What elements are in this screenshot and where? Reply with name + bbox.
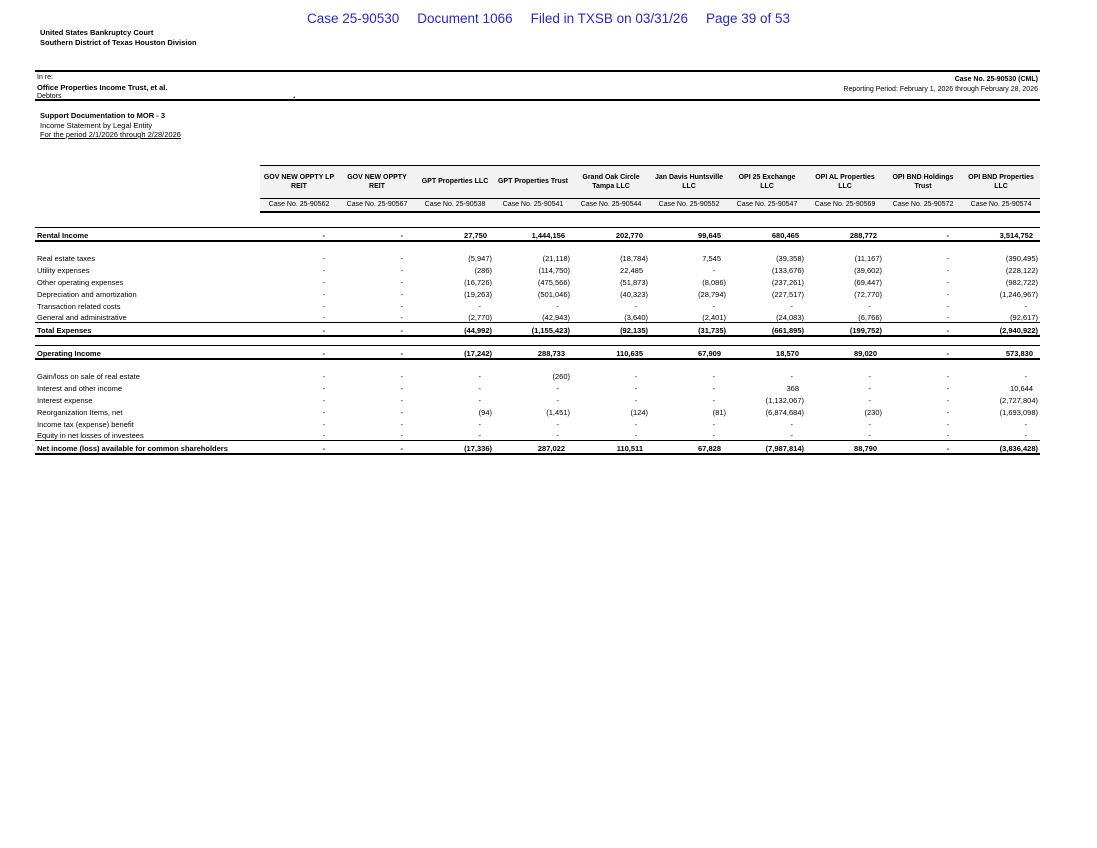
in-re-label: In re: [37, 74, 53, 81]
entity-header: Jan Davis Huntsville LLC [650, 166, 728, 199]
value-cell: (133,676) [771, 265, 804, 275]
pacer-document-number: Document 1066 [417, 11, 513, 26]
row-label: Income tax (expense) benefit [37, 419, 134, 429]
value-cell: - [946, 265, 949, 275]
value-cell: - [478, 301, 481, 311]
value-cell: (1,693,098) [999, 407, 1038, 417]
spacer-cell [35, 241, 1040, 251]
value-cell: - [400, 253, 403, 263]
value-cell: - [790, 301, 793, 311]
value-cell: - [322, 407, 325, 417]
value-cell: - [946, 407, 949, 417]
value-cell: - [322, 277, 325, 287]
case-number-header: Case No. 25-90538 [416, 199, 494, 212]
value-cell: (661,895) [728, 323, 806, 336]
value-cell: - [790, 419, 793, 429]
value-cell: - [634, 371, 637, 381]
case-number-header: Case No. 25-90541 [494, 199, 572, 212]
value-cell: - [478, 395, 481, 405]
value-cell: - [868, 419, 871, 429]
entity-header: OPI AL Properties LLC [806, 166, 884, 199]
value-cell: - [634, 383, 637, 393]
value-cell: (2,727,804) [999, 395, 1038, 405]
value-cell: - [400, 265, 403, 275]
value-cell: (2,770) [468, 313, 492, 322]
value-cell: (3,836,428) [962, 441, 1040, 454]
value-cell: - [946, 301, 949, 311]
value-cell: - [868, 395, 871, 405]
value-cell: (92,135) [572, 323, 650, 336]
value-cell: 18,570 [728, 346, 806, 359]
value-cell: - [260, 323, 338, 336]
value-cell: - [322, 301, 325, 311]
case-number-header: Case No. 25-90544 [572, 199, 650, 212]
entity-header: OPI BND Properties LLC [962, 166, 1040, 199]
value-cell: (199,752) [806, 323, 884, 336]
value-cell: - [400, 431, 403, 440]
pacer-filed-date: Filed in TXSB on 03/31/26 [530, 11, 688, 26]
value-cell: (390,495) [1005, 253, 1038, 263]
table-row [35, 346, 1040, 359]
value-cell: - [400, 395, 403, 405]
case-number-header: Case No. 25-90569 [806, 199, 884, 212]
row-label: Operating Income [35, 346, 260, 359]
case-number-header: Case No. 25-90572 [884, 199, 962, 212]
value-cell: - [478, 371, 481, 381]
row-label: Depreciation and amortization [37, 289, 137, 299]
value-cell: - [556, 419, 559, 429]
value-cell: - [946, 371, 949, 381]
value-cell: - [478, 431, 481, 440]
value-cell: - [556, 383, 559, 393]
value-cell: 110,511 [572, 441, 650, 454]
value-cell: (18,784) [620, 253, 648, 263]
value-cell: - [946, 431, 949, 440]
value-cell: (228,122) [1005, 265, 1038, 275]
value-cell: 3,514,752 [962, 228, 1040, 241]
table-row [35, 323, 1040, 336]
table-row [35, 429, 1040, 441]
value-cell: - [1024, 301, 1027, 311]
value-cell: - [322, 383, 325, 393]
entity-header: OPI 25 Exchange LLC [728, 166, 806, 199]
support-doc-title: Support Documentation to MOR - 3 [40, 111, 165, 120]
value-cell: - [884, 346, 962, 359]
value-cell: (982,722) [1005, 277, 1038, 287]
value-cell: - [400, 371, 403, 381]
value-cell: (92,617) [1010, 313, 1038, 322]
value-cell: - [322, 419, 325, 429]
case-caption-left [37, 73, 167, 102]
value-cell: - [338, 323, 416, 336]
table-row [35, 393, 1040, 405]
court-name: United States Bankruptcy Court [40, 28, 154, 37]
table-row [35, 287, 1040, 299]
value-cell: (8,086) [702, 277, 726, 287]
row-label: General and administrative [37, 313, 127, 322]
value-cell: (3,640) [624, 313, 648, 322]
table-container [35, 165, 1040, 455]
value-cell: 680,465 [728, 228, 806, 241]
table-row [35, 381, 1040, 393]
value-cell: - [790, 371, 793, 381]
entity-header: GPT Properties LLC [416, 166, 494, 199]
value-cell: - [400, 277, 403, 287]
value-cell: - [712, 301, 715, 311]
table-row [35, 405, 1040, 417]
value-cell: (501,046) [537, 289, 570, 299]
value-cell: (51,873) [620, 277, 648, 287]
value-cell: (11,167) [854, 253, 882, 263]
value-cell: 110,635 [572, 346, 650, 359]
value-cell: (94) [478, 407, 492, 417]
spacer-row [35, 336, 1040, 346]
value-cell: - [478, 419, 481, 429]
value-cell: - [338, 228, 416, 241]
value-cell: (28,794) [698, 289, 726, 299]
value-cell: (69,447) [854, 277, 882, 287]
pacer-case-number: Case 25-90530 [306, 11, 400, 26]
row-label: Utility expenses [37, 265, 90, 275]
value-cell: - [884, 323, 962, 336]
period-line: For the period 2/1/2026 through 2/28/2026 [40, 130, 181, 139]
value-cell: 67,909 [650, 346, 728, 359]
table-row [35, 417, 1040, 429]
value-cell: - [322, 289, 325, 299]
value-cell: - [946, 395, 949, 405]
value-cell: - [400, 419, 403, 429]
pacer-filing-stamp [0, 11, 1097, 26]
value-cell: (39,602) [854, 265, 882, 275]
table-row [35, 263, 1040, 275]
value-cell: (72,770) [854, 289, 882, 299]
value-cell: - [712, 265, 715, 275]
case-number: Case No. 25-90530 (CML) [954, 76, 1038, 83]
value-cell: - [884, 228, 962, 241]
value-cell: (114,750) [538, 265, 570, 275]
value-cell: (42,943) [542, 313, 570, 322]
value-cell: - [634, 395, 637, 405]
value-cell: - [1024, 431, 1027, 440]
value-cell: (124) [630, 407, 648, 417]
case-number-header: Case No. 25-90567 [338, 199, 416, 212]
row-label: Rental Income [35, 228, 260, 241]
row-label: Total Expenses [35, 323, 260, 336]
value-cell: - [868, 301, 871, 311]
value-cell: - [868, 371, 871, 381]
value-cell: 288,772 [806, 228, 884, 241]
value-cell: - [712, 431, 715, 440]
value-cell: - [634, 301, 637, 311]
value-cell: 288,733 [494, 346, 572, 359]
row-label: Equity in net losses of investees [37, 431, 144, 440]
value-cell: 89,020 [806, 346, 884, 359]
value-cell: - [400, 383, 403, 393]
value-cell: - [338, 441, 416, 454]
value-cell: - [634, 419, 637, 429]
value-cell: - [712, 371, 715, 381]
value-cell: - [946, 383, 949, 393]
value-cell: (19,263) [464, 289, 492, 299]
value-cell: - [322, 395, 325, 405]
table-row [35, 228, 1040, 241]
value-cell: (230) [864, 407, 882, 417]
value-cell: (1,155,423) [494, 323, 572, 336]
value-cell: - [1024, 419, 1027, 429]
value-cell: - [322, 253, 325, 263]
value-cell: (2,940,922) [962, 323, 1040, 336]
caption-dot: . [293, 90, 296, 100]
value-cell: - [868, 383, 871, 393]
value-cell: 1,444,156 [494, 228, 572, 241]
row-label: Interest and other income [37, 383, 123, 393]
row-label: Reorganization Items, net [37, 407, 123, 417]
value-cell: - [946, 277, 949, 287]
value-cell: (260) [552, 371, 570, 381]
value-cell: - [556, 395, 559, 405]
value-cell: (6,766) [858, 313, 882, 322]
table-row [35, 311, 1040, 323]
pacer-page-number: Page 39 of 53 [705, 11, 791, 26]
value-cell: 202,770 [572, 228, 650, 241]
statement-title: Income Statement by Legal Entity [40, 120, 153, 130]
value-cell: - [884, 441, 962, 454]
reporting-period: Reporting Period: February 1, 2026 through February 28, 2026 [843, 86, 1038, 93]
value-cell: - [338, 346, 416, 359]
row-label: Gain/loss on sale of real estate [37, 371, 140, 381]
value-cell: - [260, 228, 338, 241]
value-cell: - [400, 407, 403, 417]
value-cell: (7,987,814) [728, 441, 806, 454]
value-cell: - [712, 395, 715, 405]
value-cell: (39,358) [776, 253, 804, 263]
case-caption-right [843, 75, 1038, 95]
value-cell: - [260, 346, 338, 359]
document-title-block [40, 111, 181, 140]
value-cell: (17,242) [416, 346, 494, 359]
spacer-cell [35, 212, 1040, 228]
value-cell: - [634, 431, 637, 440]
value-cell: (6,874,684) [765, 407, 804, 417]
value-cell: (1,451) [546, 407, 570, 417]
value-cell: (2,401) [702, 313, 726, 322]
value-cell: - [946, 419, 949, 429]
value-cell: (237,261) [771, 277, 804, 287]
value-cell: - [712, 419, 715, 429]
value-cell: - [400, 301, 403, 311]
value-cell: - [260, 441, 338, 454]
row-label: Net income (loss) available for common shareholders [35, 441, 260, 454]
value-cell: - [478, 383, 481, 393]
value-cell: (17,336) [416, 441, 494, 454]
value-cell: (1,246,967) [999, 289, 1038, 299]
value-cell: - [712, 383, 715, 393]
value-cell: (81) [712, 407, 726, 417]
value-cell: - [556, 431, 559, 440]
header-spacer [35, 199, 260, 212]
value-cell: - [322, 431, 325, 440]
entity-header: GPT Properties Trust [494, 166, 572, 199]
value-cell: 287,022 [494, 441, 572, 454]
value-cell: (16,726) [464, 277, 492, 287]
value-cell: - [400, 313, 403, 322]
value-cell: (24,083) [776, 313, 804, 322]
case-caption-box [35, 70, 1040, 101]
row-label: Real estate taxes [37, 253, 95, 263]
row-label: Other operating expenses [37, 277, 124, 287]
value-cell: (31,735) [650, 323, 728, 336]
value-cell: - [556, 301, 559, 311]
table-row [35, 369, 1040, 381]
header-spacer [35, 166, 260, 199]
debtors-label: Debtors [37, 93, 62, 100]
case-number-header: Case No. 25-90562 [260, 199, 338, 212]
entity-header: GOV NEW OPPTY REIT [338, 166, 416, 199]
value-cell: 67,828 [650, 441, 728, 454]
case-number-header: Case No. 25-90574 [962, 199, 1040, 212]
value-cell: 10,644 [1010, 383, 1033, 393]
spacer-cell [35, 336, 1040, 346]
row-label: Transaction related costs [37, 301, 121, 311]
table-row [35, 275, 1040, 287]
value-cell: - [946, 289, 949, 299]
value-cell: 368 [786, 383, 799, 393]
value-cell: (5,947) [468, 253, 492, 263]
spacer-row [35, 241, 1040, 251]
value-cell: 573,830 [962, 346, 1040, 359]
value-cell: 99,645 [650, 228, 728, 241]
court-name-block [40, 28, 197, 48]
table-row [35, 251, 1040, 263]
table-row [35, 299, 1040, 311]
row-label: Interest expense [37, 395, 93, 405]
value-cell: - [946, 313, 949, 322]
spacer-row [35, 212, 1040, 228]
value-cell: - [400, 289, 403, 299]
value-cell: 22,485 [620, 265, 643, 275]
table-row [35, 441, 1040, 454]
spacer-row [35, 359, 1040, 369]
court-district: Southern District of Texas Houston Division [40, 38, 197, 47]
value-cell: (44,992) [416, 323, 494, 336]
value-cell: 27,750 [416, 228, 494, 241]
value-cell: (286) [474, 265, 492, 275]
value-cell: (475,566) [537, 277, 570, 287]
debtor-name: Office Properties Income Trust, et al. [37, 82, 168, 92]
value-cell: (40,323) [620, 289, 648, 299]
value-cell: - [790, 431, 793, 440]
value-cell: - [946, 253, 949, 263]
case-number-header: Case No. 25-90547 [728, 199, 806, 212]
value-cell: (227,517) [771, 289, 804, 299]
spacer-cell [35, 359, 1040, 369]
income-statement-table [35, 165, 1040, 455]
case-number-header: Case No. 25-90552 [650, 199, 728, 212]
value-cell: 7,545 [702, 253, 721, 263]
entity-header: OPI BND Holdings Trust [884, 166, 962, 199]
value-cell: - [322, 371, 325, 381]
entity-header: Grand Oak Circle Tampa LLC [572, 166, 650, 199]
value-cell: - [868, 431, 871, 440]
value-cell: - [1024, 371, 1027, 381]
value-cell: - [322, 313, 325, 322]
value-cell: 88,790 [806, 441, 884, 454]
value-cell: (21,118) [542, 253, 570, 263]
entity-header: GOV NEW OPPTY LP REIT [260, 166, 338, 199]
value-cell: - [322, 265, 325, 275]
value-cell: (1,132,067) [765, 395, 804, 405]
